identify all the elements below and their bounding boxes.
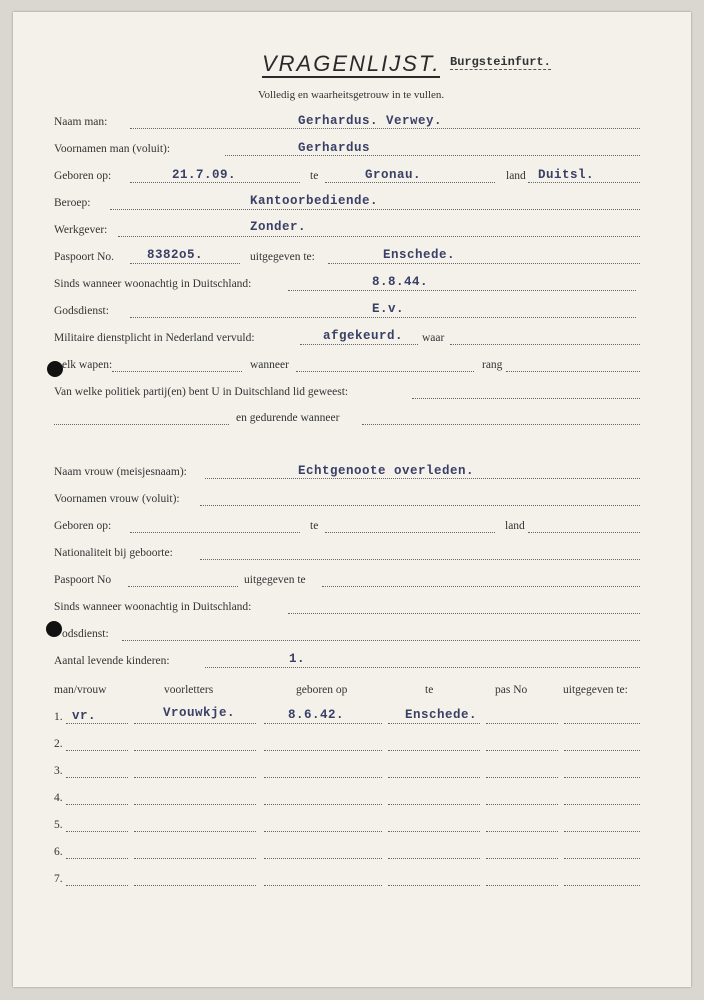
sinds-vrouw-line <box>288 613 640 614</box>
geboren-vrouw-line <box>130 532 300 533</box>
row-cell-line <box>486 804 558 805</box>
row-cell-line <box>66 831 128 832</box>
naam-vrouw-value[interactable]: Echtgenoote overleden. <box>298 464 475 478</box>
voornamen-man-line <box>225 155 640 156</box>
godsdienst-vrouw-line <box>122 640 640 641</box>
row-cell-line <box>66 804 128 805</box>
geboren-man-label: Geboren op: <box>54 170 112 182</box>
voornamen-vrouw-label: Voornamen vrouw (voluit): <box>54 493 180 505</box>
voornamen-man-label: Voornamen man (voluit): <box>54 143 171 155</box>
godsdienst-man-label: Godsdienst: <box>54 305 109 317</box>
row-cell-line <box>388 858 480 859</box>
row-cell-line <box>486 777 558 778</box>
wanneer-line <box>296 371 474 372</box>
geboren-te-value[interactable]: Gronau. <box>365 168 422 182</box>
geboren-man-line <box>130 182 300 183</box>
row-cell-line <box>264 804 382 805</box>
naam-vrouw-line <box>205 478 640 479</box>
row-geboren-value[interactable]: 8.6.42. <box>288 708 345 722</box>
uitgegeven-man-line <box>328 263 640 264</box>
row-cell-line <box>388 804 480 805</box>
uitgegeven-man-label: uitgegeven te: <box>250 251 315 263</box>
row-voorletters-value[interactable]: Vrouwkje. <box>163 706 236 720</box>
place-stamp: Burgsteinfurt. <box>450 55 551 69</box>
gedurende-line <box>362 424 640 425</box>
geboren-vrouw-label: Geboren op: <box>54 520 112 532</box>
row-cell-line <box>264 777 382 778</box>
row-cell-line <box>564 777 640 778</box>
voornamen-man-value[interactable]: Gerhardus <box>298 141 371 155</box>
geboren-man-value[interactable]: 21.7.09. <box>172 168 237 182</box>
row-cell-line <box>134 885 256 886</box>
naam-man-label: Naam man: <box>54 116 108 128</box>
partij-label: Van welke politiek partij(en) bent U in Duitschland lid geweest: <box>54 386 349 398</box>
row-cell-line <box>388 750 480 751</box>
werkgever-line <box>118 236 640 237</box>
naam-vrouw-label: Naam vrouw (meisjesnaam): <box>54 466 187 478</box>
geboren-te-label: te <box>310 170 319 182</box>
row-mv-value[interactable]: vr. <box>72 709 97 723</box>
uitgegeven-vrouw-line <box>322 586 640 587</box>
wapen-line <box>112 371 242 372</box>
row-cell-line <box>388 885 480 886</box>
row-cell-line <box>564 750 640 751</box>
land-value[interactable]: Duitsl. <box>538 168 595 182</box>
row-number: 3. <box>54 765 63 777</box>
godsdienst-man-value[interactable]: E.v. <box>372 302 405 316</box>
row-cell-line <box>66 885 128 886</box>
row-cell-line <box>134 777 256 778</box>
militaire-line <box>300 344 418 345</box>
uitgegeven-man-value[interactable]: Enschede. <box>383 248 456 262</box>
form-subtitle: Volledig en waarheitsgetrouw in te vullen. <box>258 89 445 101</box>
godsdienst-vrouw-label: odsdienst: <box>62 628 109 640</box>
row-cell-line <box>134 723 256 724</box>
row-cell-line <box>134 831 256 832</box>
aantal-kinderen-value[interactable]: 1. <box>289 652 306 666</box>
naam-man-line <box>130 128 640 129</box>
paspoort-vrouw-label: Paspoort No <box>54 574 112 586</box>
rang-line <box>506 371 640 372</box>
rang-label: rang <box>482 359 503 371</box>
partij-line-2 <box>54 424 229 425</box>
gedurende-label: en gedurende wanneer <box>236 412 340 424</box>
col-header-pas-no: pas No <box>495 684 528 696</box>
row-cell-line <box>564 804 640 805</box>
paspoort-man-label: Paspoort No. <box>54 251 115 263</box>
row-cell-line <box>388 723 480 724</box>
paspoort-vrouw-line <box>128 586 238 587</box>
wapen-label: elk wapen: <box>62 359 113 371</box>
waar-label: waar <box>422 332 445 344</box>
waar-line <box>450 344 640 345</box>
row-number: 1. <box>54 711 63 723</box>
row-number: 2. <box>54 738 63 750</box>
punch-hole-bottom <box>46 621 62 637</box>
land-vrouw-label: land <box>505 520 525 532</box>
werkgever-label: Werkgever: <box>54 224 108 236</box>
row-cell-line <box>134 750 256 751</box>
row-te-value[interactable]: Enschede. <box>405 708 478 722</box>
row-cell-line <box>264 858 382 859</box>
partij-line <box>412 398 640 399</box>
row-cell-line <box>564 858 640 859</box>
col-header-voorletters: voorletters <box>164 684 214 696</box>
wanneer-label: wanneer <box>250 359 289 371</box>
voornamen-vrouw-line <box>200 505 640 506</box>
sinds-man-label: Sinds wanneer woonachtig in Duitschland: <box>54 278 252 290</box>
sinds-man-value[interactable]: 8.8.44. <box>372 275 429 289</box>
paspoort-man-value[interactable]: 8382o5. <box>147 248 204 262</box>
militaire-label: Militaire dienstplicht in Nederland vervuld: <box>54 332 255 344</box>
row-cell-line <box>564 831 640 832</box>
row-cell-line <box>66 777 128 778</box>
row-cell-line <box>486 885 558 886</box>
col-header-man-vrouw: man/vrouw <box>54 684 107 696</box>
militaire-value[interactable]: afgekeurd. <box>323 329 404 343</box>
beroep-value[interactable]: Kantoorbediende. <box>250 194 379 208</box>
uitgegeven-vrouw-label: uitgegeven te <box>244 574 306 586</box>
row-cell-line <box>66 723 128 724</box>
land-label: land <box>506 170 526 182</box>
naam-man-value[interactable]: Gerhardus. Verwey. <box>298 114 443 128</box>
paspoort-man-line <box>130 263 240 264</box>
geboren-te-line <box>325 182 495 183</box>
row-number: 7. <box>54 873 63 885</box>
col-header-geboren: geboren op <box>296 684 348 696</box>
row-cell-line <box>388 831 480 832</box>
row-cell-line <box>66 750 128 751</box>
row-cell-line <box>486 831 558 832</box>
werkgever-value[interactable]: Zonder. <box>250 220 307 234</box>
sinds-man-line <box>288 290 636 291</box>
row-cell-line <box>134 858 256 859</box>
row-cell-line <box>264 885 382 886</box>
punch-hole-top <box>47 361 63 377</box>
row-cell-line <box>486 723 558 724</box>
geboren-vrouw-te-line <box>325 532 495 533</box>
col-header-te: te <box>425 684 434 696</box>
row-cell-line <box>264 723 382 724</box>
row-cell-line <box>564 723 640 724</box>
godsdienst-man-line <box>130 317 636 318</box>
beroep-line <box>110 209 640 210</box>
nationaliteit-label: Nationaliteit bij geboorte: <box>54 547 173 559</box>
row-number: 6. <box>54 846 63 858</box>
form-title: VRAGENLIJST. <box>262 51 441 76</box>
row-cell-line <box>66 858 128 859</box>
land-vrouw-line <box>528 532 640 533</box>
row-cell-line <box>388 777 480 778</box>
row-cell-line <box>486 858 558 859</box>
sinds-vrouw-label: Sinds wanneer woonachtig in Duitschland: <box>54 601 252 613</box>
col-header-uitgegeven: uitgegeven te: <box>563 684 628 696</box>
row-cell-line <box>134 804 256 805</box>
row-cell-line <box>564 885 640 886</box>
land-line <box>528 182 640 183</box>
aantal-kinderen-line <box>205 667 640 668</box>
row-number: 4. <box>54 792 63 804</box>
beroep-label: Beroep: <box>54 197 91 209</box>
row-number: 5. <box>54 819 63 831</box>
nationaliteit-line <box>200 559 640 560</box>
row-cell-line <box>264 750 382 751</box>
row-cell-line <box>486 750 558 751</box>
row-cell-line <box>264 831 382 832</box>
geboren-vrouw-te-label: te <box>310 520 319 532</box>
aantal-kinderen-label: Aantal levende kinderen: <box>54 655 170 667</box>
